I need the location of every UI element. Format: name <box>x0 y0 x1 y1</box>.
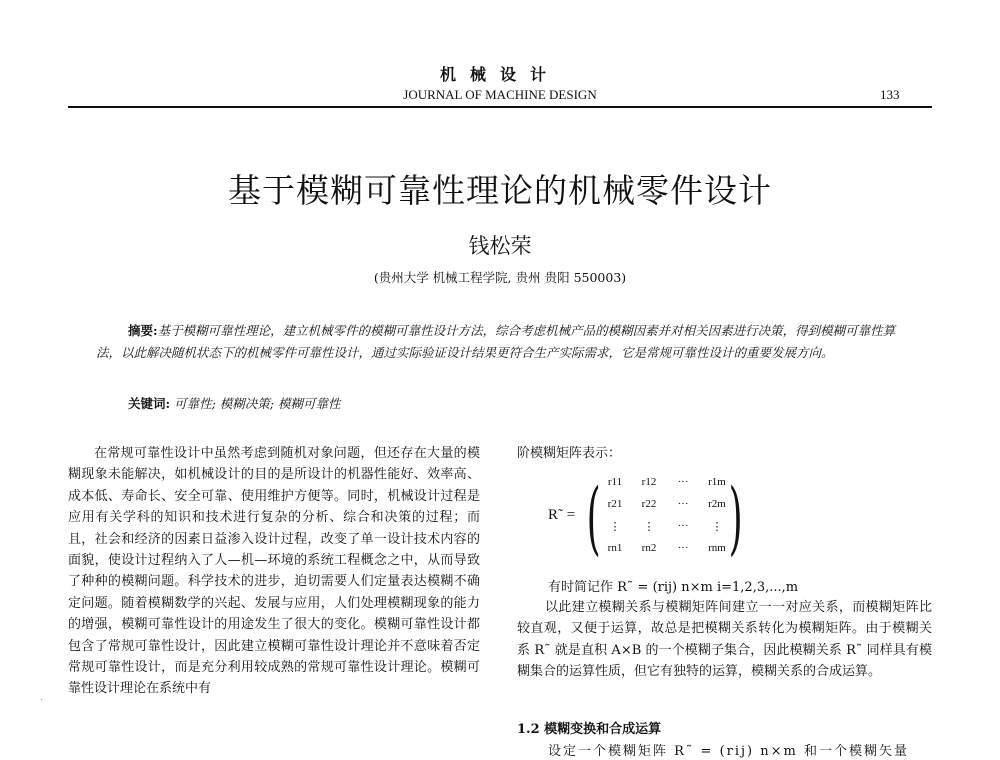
fuzzy-matrix <box>548 470 768 570</box>
matrix-left-paren: ( <box>586 471 601 564</box>
matrix-right-paren: ) <box>728 471 743 564</box>
matrix-cell: r12 <box>641 476 657 488</box>
matrix-cell: r2m <box>708 498 726 510</box>
page-number: 133 <box>880 87 900 102</box>
abstract <box>96 320 908 364</box>
matrix-cell: rn2 <box>641 542 657 554</box>
matrix-label: R˜ = <box>548 507 576 523</box>
matrix-cell: rn1 <box>607 542 623 554</box>
matrix-cell: r1m <box>708 476 726 488</box>
matrix-cell: r22 <box>641 498 657 510</box>
matrix-cell: r21 <box>607 498 623 510</box>
margin-mark: · <box>40 695 44 706</box>
journal-name-cn: 机械设计 <box>439 65 560 84</box>
keywords-label: 关键词: <box>128 396 171 411</box>
matrix-row <box>598 476 734 498</box>
article-title: 基于模糊可靠性理论的机械零件设计 <box>228 171 772 210</box>
keywords <box>128 394 340 412</box>
section-heading: 1.2 模糊变换和合成运算 <box>517 722 662 737</box>
matrix-cell: ⋮ <box>711 521 723 533</box>
matrix-cell: ··· <box>677 476 689 488</box>
matrix-shorthand: 有时简记作 R˜ = (rij) n×m i=1,2,3,...,m <box>548 580 799 595</box>
matrix-cell: ··· <box>677 498 689 510</box>
abstract-label: 摘要: <box>128 323 158 338</box>
matrix-cell: ⋮ <box>609 521 621 533</box>
matrix-row <box>598 520 734 542</box>
author-name: 钱松荣 <box>468 234 532 258</box>
matrix-cell: r11 <box>607 476 623 488</box>
matrix-row <box>598 542 734 564</box>
header-rule <box>68 106 932 108</box>
left-column-paragraph: 在常规可靠性设计中虽然考虑到随机对象问题，但还存在大量的模糊现象未能解决，如机械设计的目的是所设计的机器性能好、效率高、成本低、寿命长、安全可靠、使用维护方便等。同时，机械设计过程是应用有关学科的知识和技术进行复杂的分析、综合和决策的过程；而且，社会和经济的因素日益渗入设计过程，改变了单一设计技术内容的面貌，使设计过程纳入了人—机—环境的系统工程概念之中，从而导致了种种的模糊问题。科学技术的进步，迫切需要人们定量表达模糊不确定问题。随着模糊数学的兴起、发展与应用，人们处理模糊现象的能力的增强，模糊可靠性设计的用途发生了很大的变化。模糊可靠性设计都包含了常规可靠性设计，因此建立模糊可靠性设计理论并不意味着否定常规可靠性设计，而是充分利用较成熟的常规可靠性设计理论。模糊可靠性设计理论在系统中有 <box>68 446 480 697</box>
matrix-cell: ··· <box>677 520 689 532</box>
matrix-cell: rnm <box>708 542 726 554</box>
journal-name-en: JOURNAL OF MACHINE DESIGN <box>403 87 597 102</box>
right-column-paragraph: 以此建立模糊关系与模糊矩阵间建立一一对应关系，而模糊矩阵比较直观，又便于运算，故总是把模糊关系转化为模糊矩阵。由于模糊关系 R˜ 就是直积 A×B 的一个模糊子集合，因此模糊关系 R˜ 同样具有模糊集合的运算性质，但它有独特的运算，模糊关系的合成运算。 <box>517 600 932 680</box>
matrix-row <box>598 498 734 520</box>
matrix-intro: 阶模糊矩阵表示： <box>517 446 622 461</box>
abstract-text: 基于模糊可靠性理论，建立机械零件的模糊可靠性设计方法，综合考虑机械产品的模糊因素并对相关因素进行决策，得到模糊可靠性算法，以此解决随机状态下的机械零件可靠性设计，通过实际验证设计结果更符合生产实际需求，它是常规可靠性设计的重要发展方向。 <box>96 323 896 360</box>
author-affiliation: (贵州大学 机械工程学院, 贵州 贵阳 550003) <box>373 270 627 285</box>
matrix-body <box>598 476 734 564</box>
right-column-last-line: 设定一个模糊矩阵 R˜ = (rij) n×m 和一个模糊矢量 <box>548 744 909 759</box>
matrix-cell: ··· <box>677 542 689 554</box>
keywords-text: 可靠性; 模糊决策; 模糊可靠性 <box>174 396 341 411</box>
matrix-cell: ⋮ <box>643 521 655 533</box>
